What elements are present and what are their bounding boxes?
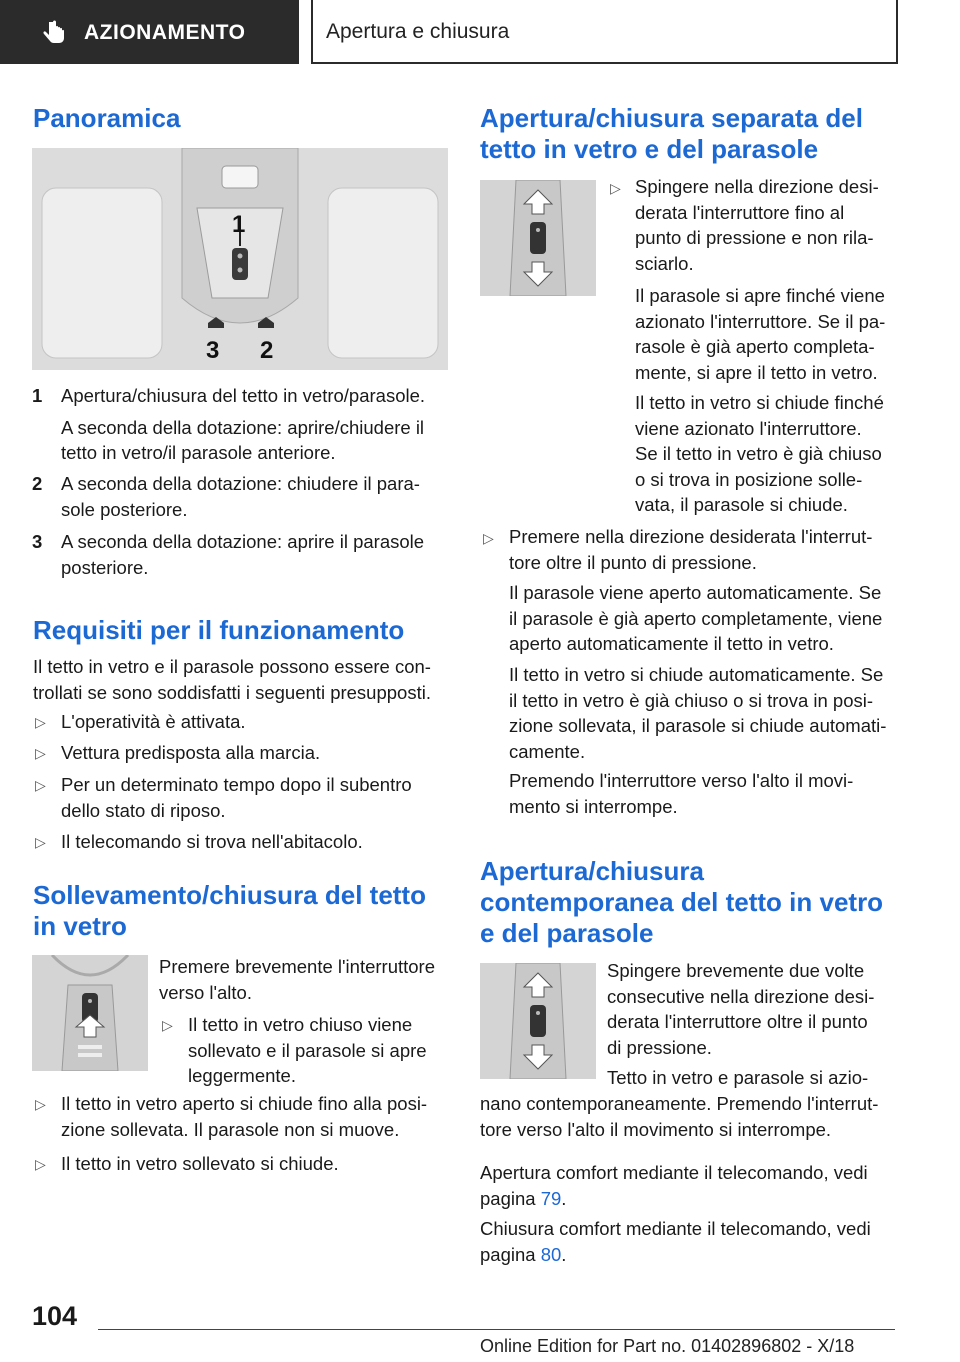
text-line: A seconda della dotazione: aprire/chiudere il — [61, 416, 425, 438]
label-1: 1 — [232, 211, 246, 238]
bullet-text — [61, 772, 412, 823]
paragraph — [607, 958, 874, 1060]
heading-line: Apertura/chiusura — [480, 856, 704, 886]
switch-updown-figure — [480, 180, 596, 296]
bullet-text — [188, 1012, 427, 1089]
bullet-text: L'operatività è attivata. — [61, 711, 246, 732]
text-line: Il parasole viene aperto automaticamente. Se — [509, 582, 882, 603]
text-line: sciarlo. — [635, 252, 694, 274]
edition-info: Online Edition for Part no. 01402896802 - X/18 — [480, 1336, 855, 1356]
bullet-triangle-icon: ▷ — [35, 834, 46, 850]
bullet-text: Il telecomando si trova nell'abitacolo. — [61, 831, 363, 852]
footer-divider — [98, 1329, 895, 1330]
text-line: Il tetto in vetro si chiude automaticamente. Se — [509, 664, 884, 685]
text-line: zione sollevata. Il parasole non si muove. — [61, 1118, 400, 1140]
text-line: azionato l'interruttore. Se il pa- — [635, 310, 886, 332]
text-line: nano contemporaneamente. Premendo l'interrut- — [480, 1093, 879, 1114]
switch-double-figure — [480, 963, 596, 1079]
bullet-text — [509, 524, 872, 575]
overview-illustration — [32, 148, 448, 370]
text-line: sole posteriore. — [61, 498, 188, 520]
text-line: il tetto in vetro è già chiuso o si trova in posi- — [509, 689, 874, 711]
paragraph — [635, 283, 885, 385]
bullet-triangle-icon: ▷ — [35, 714, 46, 730]
text-line: Tetto in vetro e parasole si azio- — [607, 1067, 869, 1088]
bullet-text — [61, 1091, 427, 1142]
text-line: Premere brevemente l'interruttore — [159, 956, 436, 977]
heading-separata — [480, 103, 863, 165]
bullet-text: Il tetto in vetro sollevato si chiude. — [61, 1153, 339, 1174]
paragraph — [509, 768, 853, 819]
text-line: mento si interrompe. — [509, 795, 678, 817]
page-header — [0, 0, 894, 64]
item-number: 3 — [32, 531, 43, 552]
text-span: . — [561, 1187, 567, 1209]
heading-sollevamento — [33, 880, 426, 942]
item-number: 2 — [32, 473, 43, 494]
text-line: Premendo l'interruttore verso l'alto il movi- — [509, 770, 854, 791]
section-label: AZIONAMENTO — [84, 21, 246, 44]
bullet-triangle-icon: ▷ — [35, 1156, 46, 1172]
bullet-triangle-icon: ▷ — [162, 1017, 173, 1033]
text-line: punto di pressione e non rila- — [635, 227, 874, 248]
switch-updown-illustration — [480, 180, 596, 296]
item-3-text — [61, 529, 424, 580]
text-line: Chiusura comfort mediante il telecomando, vedi — [480, 1218, 871, 1239]
requisiti-intro — [33, 654, 431, 705]
heading-panoramica: Panoramica — [33, 103, 181, 133]
text-line: camente. — [509, 740, 586, 762]
text-span: . — [561, 1243, 567, 1265]
overview-figure — [32, 148, 448, 370]
bullet-triangle-icon: ▷ — [610, 180, 621, 196]
label-3: 3 — [206, 337, 220, 364]
text-line: Spingere nella direzione desi- — [635, 176, 879, 197]
heading-line: Sollevamento/chiusura del tetto — [33, 880, 426, 910]
heading-line: Apertura/chiusura separata del — [480, 103, 863, 133]
heading-line: contemporanea del tetto in vetro — [480, 887, 884, 917]
heading-contemporanea — [480, 856, 883, 949]
paragraph — [480, 1091, 878, 1142]
page-link-79[interactable]: 79 — [540, 1187, 562, 1209]
comfort-close-ref — [480, 1216, 871, 1267]
text-line: Spingere brevemente due volte — [607, 960, 865, 981]
item-number: 1 — [32, 385, 43, 406]
text-line: trollati se sono soddisfatti i seguenti presupposti. — [33, 681, 431, 703]
topic-label: Apertura e chiusura — [326, 20, 510, 43]
text-line: rasole è già aperto completa- — [635, 336, 875, 357]
paragraph — [509, 662, 886, 764]
section-tab[interactable] — [0, 0, 299, 64]
sollevamento-intro — [159, 954, 435, 1005]
hand-pointer-icon — [38, 18, 68, 48]
text-line: mente, si apre il tetto in vetro. — [635, 361, 878, 383]
text-line: o si trova in posizione solle- — [635, 468, 863, 490]
text-line: viene azionato l'interruttore. — [635, 417, 862, 439]
bullet-triangle-icon: ▷ — [35, 1096, 46, 1112]
bullet-triangle-icon: ▷ — [35, 745, 46, 761]
bullet-triangle-icon: ▷ — [483, 530, 494, 546]
text-line: Se il tetto in vetro è già chiuso — [635, 443, 882, 464]
text-line: aperto automaticamente il tetto in vetro. — [509, 633, 834, 654]
text-line: derata l'interruttore fino al — [635, 201, 845, 223]
text-line: derata l'interruttore oltre il punto — [607, 1011, 868, 1032]
heading-requisiti: Requisiti per il funzionamento — [33, 615, 405, 645]
text-line: verso l'alto. — [159, 981, 252, 1003]
topic-box — [311, 0, 898, 64]
text-line: zione sollevata, il parasole si chiude automati- — [509, 715, 887, 736]
text-line: Per un determinato tempo dopo il subentro — [61, 774, 412, 795]
switch-up-illustration — [32, 955, 148, 1071]
text-line: Apertura comfort mediante il telecomando, vedi — [480, 1162, 868, 1183]
item-1-text — [61, 383, 425, 466]
heading-line: in vetro — [33, 911, 127, 941]
bullet-text: Vettura predisposta alla marcia. — [61, 742, 321, 763]
item-2-text — [61, 471, 420, 522]
text-line: leggermente. — [188, 1065, 296, 1086]
text-line — [480, 1186, 868, 1212]
text-line: consecutive nella direzione desi- — [607, 985, 875, 1007]
page-number: 104 — [32, 1301, 78, 1331]
text-line — [480, 1242, 871, 1268]
text-line: Il tetto in vetro aperto si chiude fino alla posi- — [61, 1093, 428, 1114]
text-line: dello stato di riposo. — [61, 799, 226, 821]
text-line: A seconda della dotazione: aprire il parasole — [61, 531, 425, 552]
switch-up-figure — [32, 955, 148, 1071]
text-line: Il tetto in vetro chiuso viene — [188, 1014, 413, 1035]
text-line: tetto in vetro/il parasole anteriore. — [61, 442, 336, 463]
text-line: Il parasole si apre finché viene — [635, 285, 885, 306]
heading-line: e del parasole — [480, 918, 654, 948]
text-line: posteriore. — [61, 556, 149, 578]
text-line: il parasole è già aperto completamente, viene — [509, 607, 883, 629]
text-line: tore verso l'alto il movimento si interrompe. — [480, 1118, 832, 1140]
text-line: vata, il parasole si chiude. — [635, 494, 848, 515]
text-line: Apertura/chiusura del tetto in vetro/parasole. — [61, 385, 426, 406]
text-span: pagina — [480, 1187, 536, 1209]
text-line: sollevato e il parasole si apre — [188, 1039, 427, 1061]
text-line: Premere nella direzione desiderata l'interrut- — [509, 526, 873, 547]
bullet-text — [635, 174, 879, 276]
comfort-open-ref — [480, 1160, 868, 1211]
text-span: pagina — [480, 1243, 536, 1265]
label-2: 2 — [260, 337, 274, 364]
switch-double-illustration — [480, 963, 596, 1079]
text-line: A seconda della dotazione: chiudere il para- — [61, 473, 420, 494]
paragraph — [509, 580, 882, 657]
text-line: di pressione. — [607, 1036, 712, 1058]
text-line: tore oltre il punto di pressione. — [509, 551, 757, 573]
page-link-80[interactable]: 80 — [540, 1243, 562, 1265]
paragraph — [635, 390, 884, 518]
heading-line: tetto in vetro e del parasole — [480, 134, 819, 164]
text-line: Il tetto in vetro si chiude finché — [635, 392, 884, 413]
text-line: Il tetto in vetro e il parasole possono essere con- — [33, 656, 431, 677]
bullet-triangle-icon: ▷ — [35, 777, 46, 793]
